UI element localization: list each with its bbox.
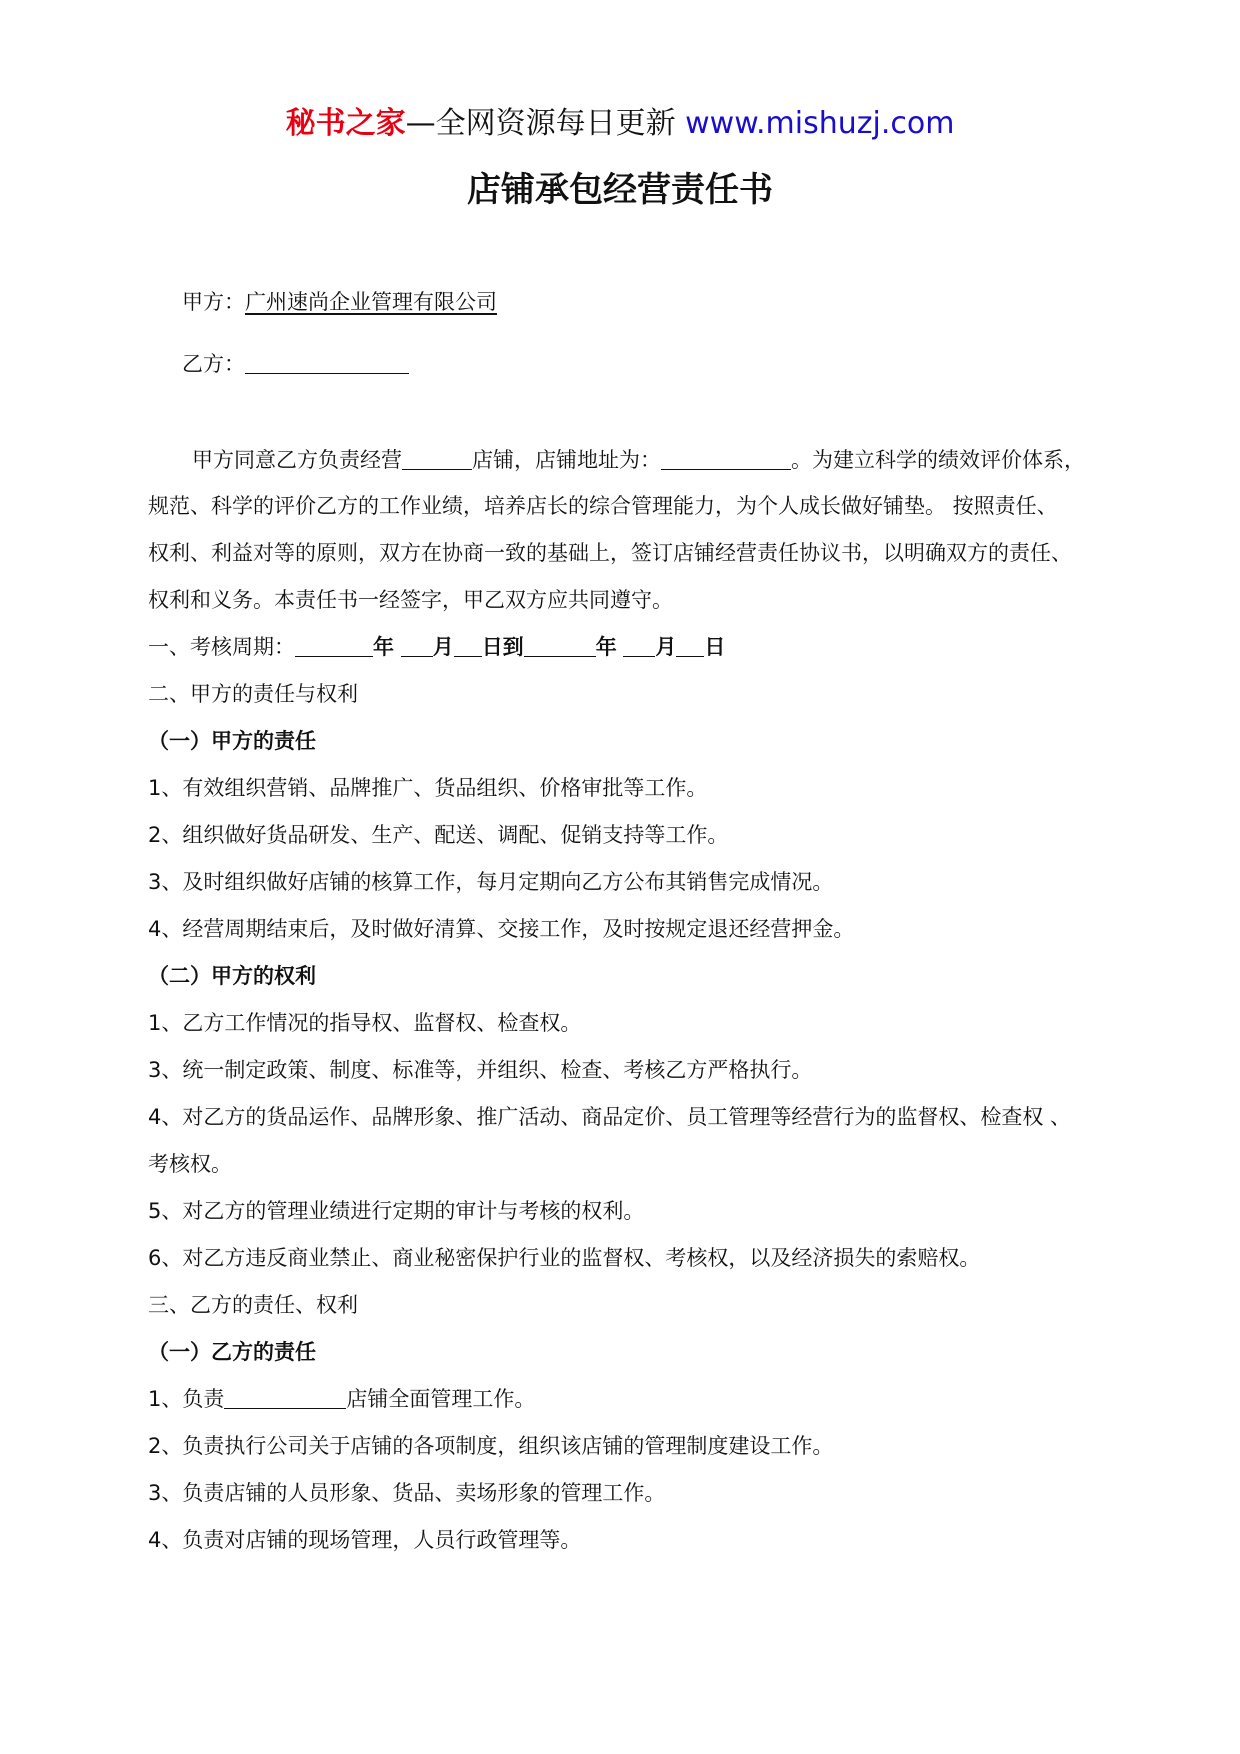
intro-line-1	[192, 445, 1085, 475]
party-a-value: 广州速尚企业管理有限公司	[245, 290, 497, 314]
intro-text-1c: 。为建立科学的绩效评价体系，	[791, 448, 1085, 472]
shop-name-blank	[402, 447, 472, 470]
document-title: 店铺承包经营责任书	[467, 170, 773, 210]
day1-blank	[454, 634, 482, 657]
year1-blank	[295, 634, 373, 657]
month2-label: 月	[655, 635, 677, 659]
assessment-period	[148, 632, 725, 662]
list-item: 3、负责店铺的人员形象、货品、卖场形象的管理工作。	[148, 1481, 666, 1505]
list-item: 5、对乙方的管理业绩进行定期的审计与考核的权利。	[148, 1199, 645, 1223]
section-3-sub-1: （一）乙方的责任	[148, 1340, 316, 1364]
site-header	[0, 104, 1240, 144]
year2-blank	[524, 634, 596, 657]
month1-label: 月	[432, 635, 454, 659]
intro-text-1a: 甲方同意乙方负责经营	[192, 448, 402, 472]
list-item: 6、对乙方违反商业禁止、商业秘密保护行业的监督权、考核权，以及经济损失的索赔权。	[148, 1246, 981, 1270]
section-3-heading: 三、乙方的责任、权利	[148, 1293, 358, 1317]
list-item: 4、负责对店铺的现场管理，人员行政管理等。	[148, 1528, 582, 1552]
list-item: 2、负责执行公司关于店铺的各项制度，组织该店铺的管理制度建设工作。	[148, 1434, 834, 1458]
month1-blank	[401, 634, 433, 657]
item1-text-b: 店铺全面管理工作。	[346, 1387, 536, 1411]
section-2-sub-1: （一）甲方的责任	[148, 729, 316, 753]
day-to-label: 日到	[481, 635, 524, 659]
party-a-label: 甲方：	[182, 290, 245, 314]
party-b-label: 乙方：	[182, 352, 245, 376]
month2-blank	[623, 634, 655, 657]
list-item: 4、对乙方的货品运作、品牌形象、推广活动、商品定价、员工管理等经营行为的监督权、检查权 、	[148, 1105, 1072, 1129]
item1-text-a: 1、负责	[148, 1387, 225, 1411]
list-item: 考核权。	[148, 1152, 232, 1176]
intro-line-3: 权利、利益对等的原则，双方在协商一致的基础上，签订店铺经营责任协议书，以明确双方的责任、	[148, 541, 1072, 565]
list-item: 3、统一制定政策、制度、标准等，并组织、检查、考核乙方严格执行。	[148, 1058, 813, 1082]
slogan: —全网资源每日更新	[405, 106, 686, 141]
intro-text-1b: 店铺，店铺地址为：	[472, 448, 661, 472]
site-url: www.mishuzj.com	[685, 106, 955, 141]
day2-label: 日	[704, 635, 726, 659]
list-item: 1、乙方工作情况的指导权、监督权、检查权。	[148, 1011, 582, 1035]
brand-name: 秘书之家	[285, 106, 406, 141]
party-b-line	[182, 349, 409, 379]
list-item: 4、经营周期结束后，及时做好清算、交接工作，及时按规定退还经营押金。	[148, 917, 855, 941]
day2-blank	[676, 634, 704, 657]
list-item: 2、组织做好货品研发、生产、配送、调配、促销支持等工作。	[148, 823, 729, 847]
period-label: 一、考核周期：	[148, 635, 295, 659]
intro-line-4: 权利和义务。本责任书一经签字，甲乙双方应共同遵守。	[148, 588, 673, 612]
shop-address-blank	[661, 447, 791, 470]
list-item: 3、及时组织做好店铺的核算工作，每月定期向乙方公布其销售完成情况。	[148, 870, 834, 894]
section-2-heading: 二、甲方的责任与权利	[148, 682, 358, 706]
party-a-line	[182, 287, 497, 317]
party-b-blank	[245, 351, 409, 374]
year2-label: 年	[595, 635, 617, 659]
section-2-sub-2: （二）甲方的权利	[148, 964, 316, 988]
list-item: 1、有效组织营销、品牌推广、货品组织、价格审批等工作。	[148, 776, 708, 800]
list-item	[148, 1384, 535, 1414]
shop-blank	[224, 1386, 346, 1409]
year1-label: 年	[373, 635, 394, 659]
intro-line-2: 规范、科学的评价乙方的工作业绩，培养店长的综合管理能力，为个人成长做好铺垫。 按照责任、	[148, 494, 1058, 518]
